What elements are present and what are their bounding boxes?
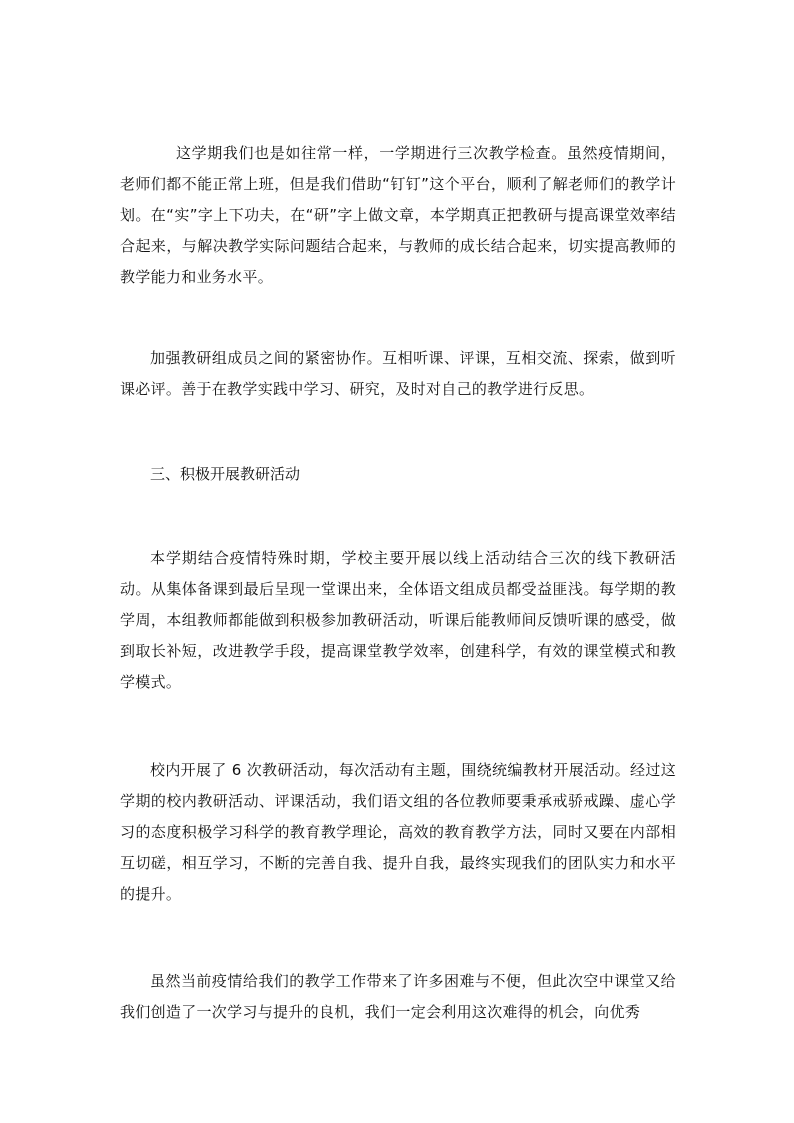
- paragraph-teaching-inspection: 这学期我们也是如往常一样，一学期进行三次教学检查。虽然疫情期间，老师们都不能正常上班，但是我们借助“钉钉”这个平台，顺利了解老师们的教学计划。在“实”字上下功夫，在“研”字上做文章，本学期真正把教研与提高课堂效率结合起来，与解决教学实际问题结合起来，与教师的成长结合起来，切实提高教师的教学能力和业务水平。: [120, 144, 676, 286]
- paragraph-team-collaboration: 加强教研组成员之间的紧密协作。互相听课、评课，互相交流、探索，做到听课必评。善于在教学实践中学习、研究，及时对自己的教学进行反思。: [120, 349, 676, 398]
- section-heading: 三、积极开展教研活动: [150, 465, 301, 483]
- paragraph-online-classroom: 虽然当前疫情给我们的教学工作带来了许多困难与不便，但此次空中课堂又给我们创造了一次学习与提升的良机，我们一定会利用这次难得的机会，向优秀: [120, 972, 676, 1021]
- paragraph-school-activities: 校内开展了 6 次教研活动，每次活动有主题，围绕统编教材开展活动。经过这学期的校内教研活动、评课活动，我们语文组的各位教师要秉承戒骄戒躁、虚心学习的态度积极学习科学的教育教学理论，高效的教育教学方法，同时又要在内部相互切磋，相互学习，不断的完善自我、提升自我，最终实现我们的团队实力和水平的提升。: [120, 761, 676, 903]
- paragraph-research-activities: 本学期结合疫情特殊时期，学校主要开展以线上活动结合三次的线下教研活动。从集体备课到最后呈现一堂课出来，全体语文组成员都受益匪浅。每学期的教学周，本组教师都能做到积极参加教研活动，听课后能教师间反馈听课的感受，做到取长补短，改进教学手段，提高课堂教学效率，创建科学，有效的课堂模式和教学模式。: [120, 549, 676, 691]
